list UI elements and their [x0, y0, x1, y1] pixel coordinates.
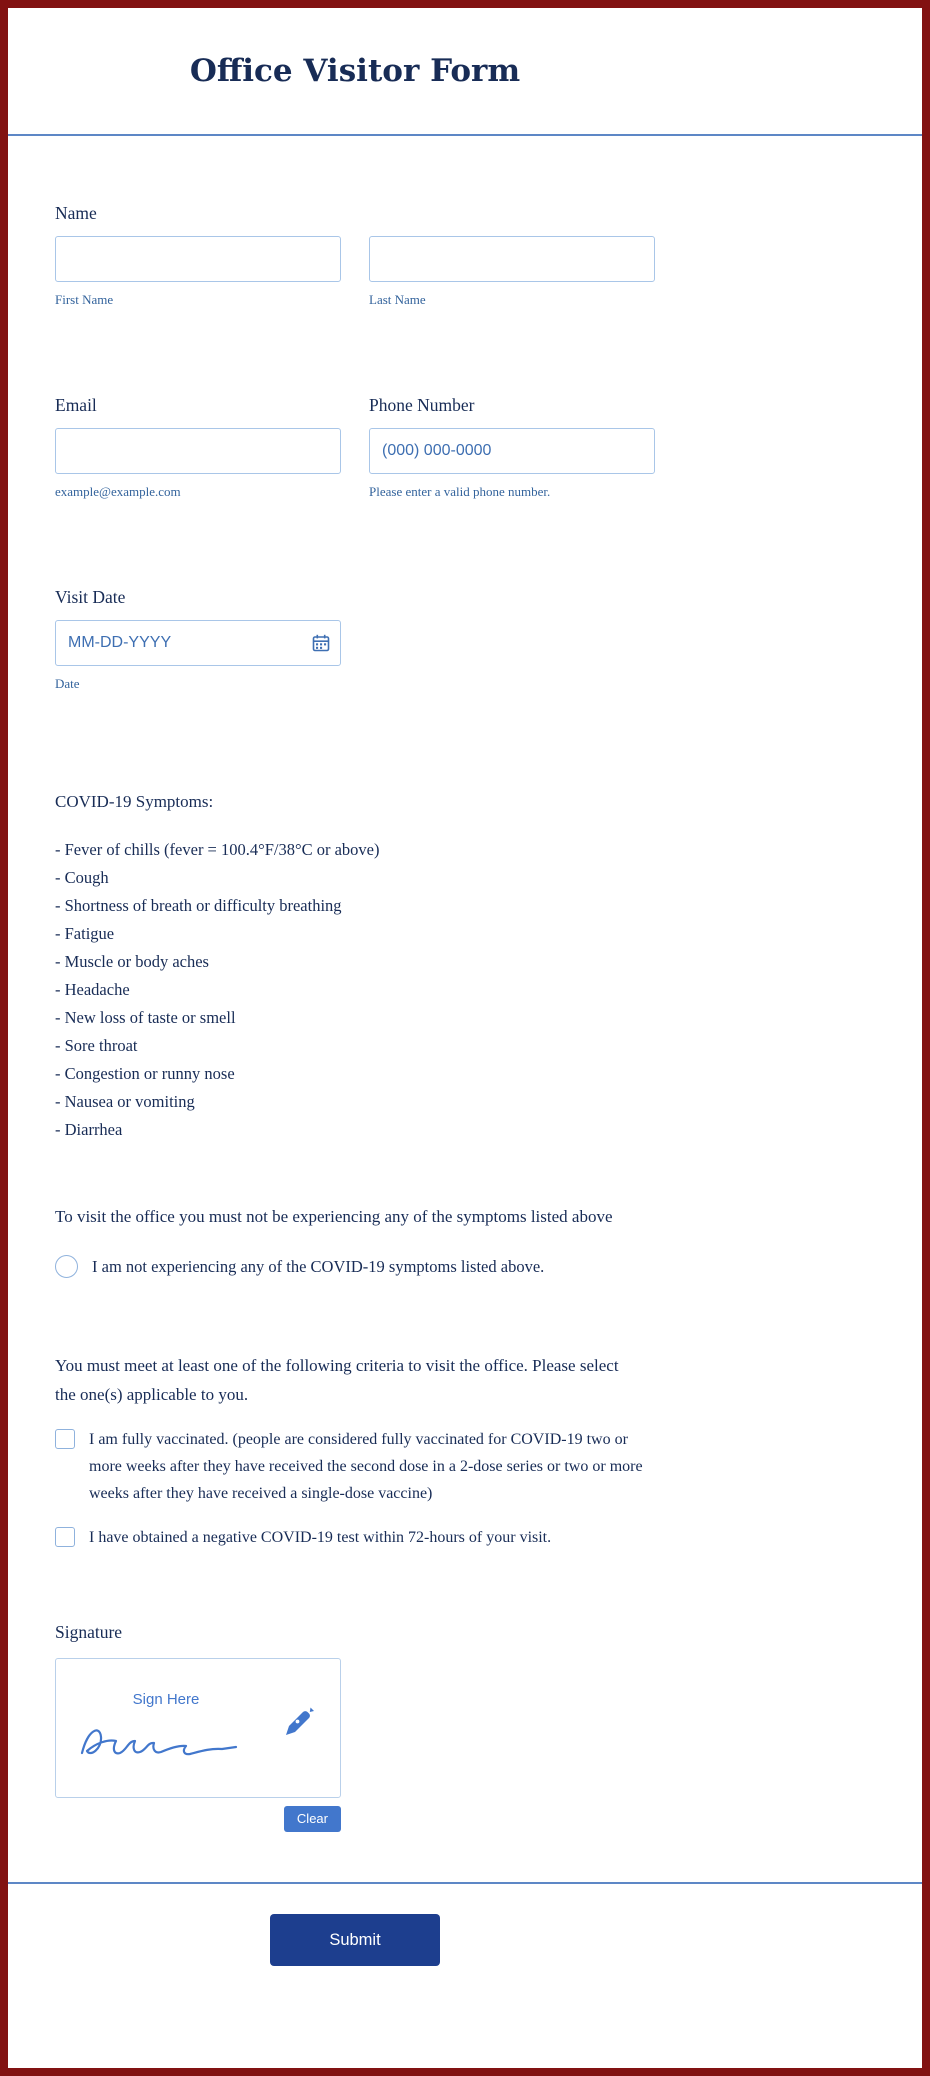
email-label: Email — [55, 395, 97, 415]
name-field-group — [55, 200, 655, 308]
symptom-item: - Diarrhea — [55, 1120, 123, 1139]
submit-button[interactable]: Submit — [270, 1914, 440, 1966]
negative-test-option-row — [55, 1524, 655, 1551]
date-sublabel: Date — [55, 676, 80, 691]
form-content — [55, 200, 655, 1832]
contact-field-group — [55, 392, 655, 500]
symptoms-heading: COVID-19 Symptoms: — [55, 792, 214, 811]
date-picker-button[interactable] — [310, 632, 332, 654]
symptom-item: - Fatigue — [55, 924, 115, 943]
symptoms-paragraph — [55, 788, 655, 1144]
symptom-item: - New loss of taste or smell — [55, 1008, 236, 1027]
form-header — [8, 8, 922, 136]
clear-button[interactable]: Clear — [284, 1806, 341, 1832]
visit-date-label: Visit Date — [55, 587, 126, 607]
symptom-item: - Fever of chills (fever = 100.4°F/38°C or above) — [55, 840, 380, 859]
last-name-sublabel: Last Name — [369, 292, 426, 307]
no-symptoms-radio[interactable] — [55, 1255, 78, 1278]
visit-date-field-group — [55, 584, 655, 692]
no-symptoms-question: To visit the office you must not be experiencing any of the symptoms listed above — [55, 1207, 613, 1226]
email-sublabel: example@example.com — [55, 484, 181, 499]
phone-input[interactable] — [369, 428, 655, 474]
vaccinated-option-label[interactable]: I am fully vaccinated. (people are considered fully vaccinated for COVID-19 two or more weeks after they have received the second dose in a 2-dose series or two or more weeks after they have received a single-dose vaccine) — [89, 1431, 643, 1502]
symptom-item: - Sore throat — [55, 1036, 138, 1055]
phone-sublabel: Please enter a valid phone number. — [369, 484, 551, 499]
symptoms-list — [55, 836, 655, 1144]
first-name-sublabel: First Name — [55, 292, 114, 307]
form-footer — [55, 1914, 655, 1966]
email-input[interactable] — [55, 428, 341, 474]
symptom-item: - Headache — [55, 980, 130, 999]
negative-test-option-label[interactable]: I have obtained a negative COVID-19 test within 72-hours of your visit. — [89, 1529, 552, 1546]
no-symptoms-option-row — [55, 1255, 655, 1279]
signature-squiggle — [74, 1713, 246, 1771]
last-name-input[interactable] — [369, 236, 655, 282]
no-symptoms-option-label[interactable]: I am not experiencing any of the COVID-19 symptoms listed above. — [92, 1257, 545, 1276]
sign-here-text: Sign Here — [132, 1691, 200, 1708]
calendar-icon — [311, 633, 331, 653]
footer-divider — [8, 1882, 922, 1884]
name-label: Name — [55, 203, 97, 223]
negative-test-checkbox[interactable] — [55, 1527, 75, 1547]
first-name-input[interactable] — [55, 236, 341, 282]
symptom-item: - Muscle or body aches — [55, 952, 209, 971]
criteria-question-group — [55, 1351, 655, 1551]
symptom-item: - Nausea or vomiting — [55, 1092, 195, 1111]
criteria-question: You must meet at least one of the following criteria to visit the office. Please select the one(s) applicable to you. — [55, 1356, 619, 1404]
signature-pad[interactable] — [55, 1658, 341, 1798]
signature-field-group — [55, 1619, 655, 1832]
phone-label: Phone Number — [369, 395, 475, 415]
symptom-item: - Shortness of breath or difficulty breathing — [55, 896, 342, 915]
signature-label: Signature — [55, 1622, 123, 1642]
vaccinated-checkbox[interactable] — [55, 1429, 75, 1449]
pen-icon — [280, 1705, 316, 1741]
symptom-item: - Cough — [55, 868, 109, 887]
no-symptoms-question-group — [55, 1202, 655, 1279]
visit-date-input[interactable] — [55, 620, 341, 666]
clear-button-row — [55, 1806, 341, 1832]
page-title: Office Visitor Form — [189, 53, 521, 89]
vaccinated-option-row — [55, 1426, 655, 1507]
symptom-item: - Congestion or runny nose — [55, 1064, 235, 1083]
